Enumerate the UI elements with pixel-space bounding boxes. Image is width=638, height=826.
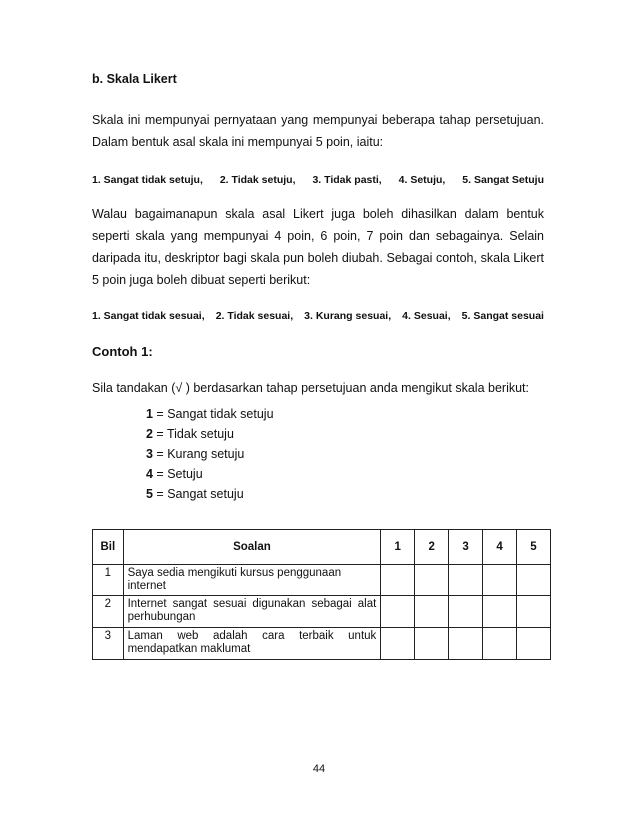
legend-number: 4 xyxy=(146,467,153,481)
answer-cell-3[interactable] xyxy=(449,565,483,596)
header-scale-3: 3 xyxy=(449,530,483,565)
row-question: Internet sangat sesuai digunakan sebagai alat perhubungan xyxy=(123,596,381,628)
header-bil: Bil xyxy=(93,530,124,565)
intro-paragraph: Skala ini mempunyai pernyataan yang mempunyai beberapa tahap persetujuan. Dalam bentuk asal skala ini mempunyai 5 poin, iaitu: xyxy=(92,113,544,149)
legend-number: 5 xyxy=(146,487,153,501)
row-question: Laman web adalah cara terbaik untuk mendapatkan maklumat xyxy=(123,628,381,660)
example-heading: Contoh 1: xyxy=(92,344,153,359)
header-scale-5: 5 xyxy=(516,530,550,565)
legend-label: = Kurang setuju xyxy=(152,447,245,461)
variation-paragraph: Walau bagaimanapun skala asal Likert juga boleh dihasilkan dalam bentuk seperti skala yang mempunyai 4 poin, 6 poin, 7 poin dan sebagainya. Selain daripada itu, deskriptor bagi skala pun boleh diubah. Sebagai contoh, skala Likert 5 poin juga boleh dibuat seperti berikut: xyxy=(92,207,544,287)
answer-cell-5[interactable] xyxy=(516,628,550,660)
scale-options-suitability xyxy=(92,310,544,322)
scale-legend xyxy=(146,404,274,504)
row-number: 1 xyxy=(93,565,124,596)
answer-cell-1[interactable] xyxy=(381,628,415,660)
answer-cell-4[interactable] xyxy=(483,565,517,596)
legend-item xyxy=(146,404,274,424)
instruction-text: Sila tandakan (√ ) berdasarkan tahap persetujuan anda mengikut skala berikut: xyxy=(92,381,529,395)
scale-option: 3. Kurang sesuai, xyxy=(304,310,392,322)
table-header-row xyxy=(93,530,551,565)
scale-option: 1. Sangat tidak setuju, xyxy=(92,174,203,186)
scale-option: 4. Setuju, xyxy=(398,174,446,186)
header-soalan: Soalan xyxy=(123,530,381,565)
answer-cell-1[interactable] xyxy=(381,565,415,596)
header-scale-2: 2 xyxy=(415,530,449,565)
header-scale-1: 1 xyxy=(381,530,415,565)
legend-label: = Sangat tidak setuju xyxy=(152,407,274,421)
header-scale-4: 4 xyxy=(483,530,517,565)
scale-option: 3. Tidak pasti, xyxy=(312,174,382,186)
legend-number: 1 xyxy=(146,407,153,421)
table-row xyxy=(93,596,551,628)
scale-option: 5. Sangat sesuai xyxy=(461,310,544,322)
page-number: 44 xyxy=(312,763,326,775)
scale-option: 1. Sangat tidak sesuai, xyxy=(92,310,205,322)
scale-options-agreement xyxy=(92,174,544,186)
answer-cell-4[interactable] xyxy=(483,628,517,660)
legend-number: 3 xyxy=(146,447,153,461)
answer-cell-3[interactable] xyxy=(449,596,483,628)
legend-item xyxy=(146,424,274,444)
answer-cell-5[interactable] xyxy=(516,565,550,596)
legend-number: 2 xyxy=(146,427,153,441)
legend-label: = Setuju xyxy=(152,467,203,481)
row-question: Saya sedia mengikuti kursus penggunaan internet xyxy=(123,565,381,596)
section-heading: b. Skala Likert xyxy=(92,72,177,86)
table-row xyxy=(93,565,551,596)
answer-cell-2[interactable] xyxy=(415,596,449,628)
legend-label: = Tidak setuju xyxy=(152,427,234,441)
answer-cell-4[interactable] xyxy=(483,596,517,628)
answer-cell-5[interactable] xyxy=(516,596,550,628)
scale-option: 2. Tidak setuju, xyxy=(219,174,296,186)
row-number: 2 xyxy=(93,596,124,628)
table-row xyxy=(93,628,551,660)
scale-option: 5. Sangat Setuju xyxy=(462,174,544,186)
legend-item xyxy=(146,464,274,484)
answer-cell-3[interactable] xyxy=(449,628,483,660)
legend-item xyxy=(146,484,274,504)
row-number: 3 xyxy=(93,628,124,660)
answer-cell-2[interactable] xyxy=(415,565,449,596)
answer-cell-1[interactable] xyxy=(381,596,415,628)
answer-cell-2[interactable] xyxy=(415,628,449,660)
legend-item xyxy=(146,444,274,464)
scale-option: 2. Tidak sesuai, xyxy=(215,310,294,322)
likert-table xyxy=(92,529,551,660)
legend-label: = Sangat setuju xyxy=(152,487,244,501)
scale-option: 4. Sesuai, xyxy=(402,310,451,322)
